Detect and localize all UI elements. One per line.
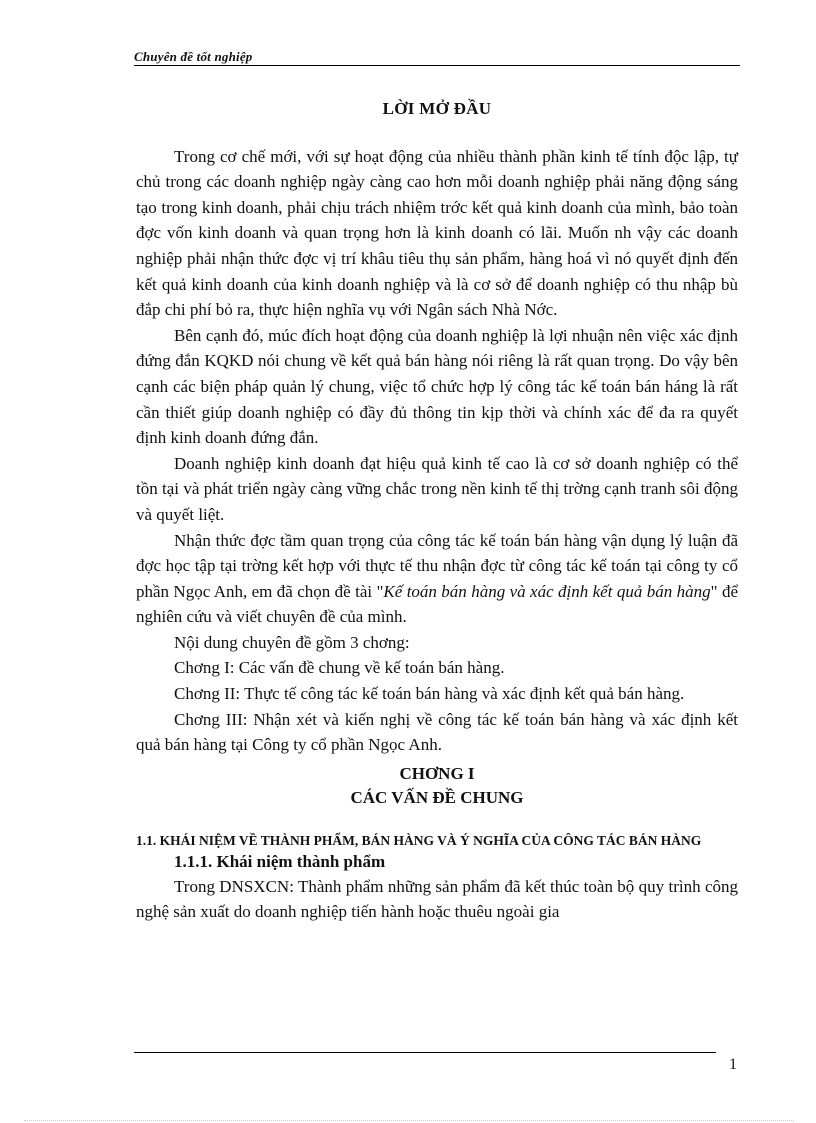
subsection-paragraph: Trong DNSXCN: Thành phẩm những sản phẩm đã kết thúc toàn bộ quy trình công nghệ sản xuất do doanh nghiệp tiến hành hoặc thuêu ngoài gia <box>136 876 738 922</box>
thesis-text-after: " để nghiên cứu và viết chuyên đề của mình. <box>136 581 738 627</box>
paragraph-purpose: Bên cạnh đó, múc đích hoạt động của doanh nghiệp là lợi nhuận nên việc xác định đứng đắn KQKD nói chung về kết quả bán hàng nói riêng là rất quan trọng. Do vậy bên cạnh các biện pháp quản lý chung, việc tổ chức hợp lý công tác kế toán bán háng là rất cần thiết giúp doanh nghiệp có đầy đủ thông tin kịp thời và chính xác để đa ra quyết định kinh doanh đứng đắn. <box>136 325 738 448</box>
chapter-label: CHƠNG I <box>399 763 475 783</box>
section-heading: 1.1. KHÁI NIỆM VỀ THÀNH PHẨM, BÁN HÀNG VÀ Ý NGHĨA CỦA CÔNG TÁC BÁN HÀNG <box>136 832 702 848</box>
outline-item-chapter-2: Chơng II: Thực tế công tác kế toán bán hàng và xác định kết quả bán hàng. <box>174 684 685 704</box>
page-content <box>136 96 738 925</box>
thesis-text-before: Nhận thức đợc tầm quan trọng của công tác kế toán bán hàng vận dụng lý luận đã đợc học tập tại trờng kết hợp với thực tế thu nhận đợc từ công tác kế toán tại công ty cổ phần Ngọc Anh, em đã chọn đề tài " <box>136 530 738 601</box>
subsection-heading: 1.1.1. Khái niệm thành phẩm <box>174 851 386 871</box>
outline-item-chapter-3: Chơng III: Nhận xét và kiến nghị về công tác kế toán bán hàng và xác định kết quả bán hàng tại Công ty cổ phần Ngọc Anh. <box>136 709 738 755</box>
running-header: Chuyên đề tốt nghiệp <box>134 49 253 64</box>
page-edge-divider <box>24 1120 794 1121</box>
outline-intro: Nội dung chuyên đề gồm 3 chơng: <box>174 632 410 652</box>
paragraph-intro: Trong cơ chế mới, với sự hoạt động của nhiều thành phần kinh tế tính độc lập, tự chủ trong các doanh nghiệp ngày càng cao hơn mỗi doanh nghiệp phải năng động sáng tạo trong kinh doanh, phải chịu trách nhiệm trớc kết quả kinh doanh của mình, bảo toàn đợc vốn kinh doanh và quan trọng hơn là kinh doanh có lãi. Muốn nh vậy các doanh nghiệp phải nhận thức đợc vị trí khâu tiêu thụ sản phẩm, hàng hoá vì nó quyết định đến kết quả kinh doanh của kinh doanh nghiệp và là cơ sở để doanh nghiệp có thu nhập bù đắp chi phí bỏ ra, thực hiện nghĩa vụ với Ngân sách Nhà Nớc. <box>136 146 738 320</box>
footer-rule <box>134 1052 716 1053</box>
outline-item-chapter-1: Chơng I: Các vấn đề chung về kế toán bán hàng. <box>174 658 505 678</box>
paragraph-efficiency: Doanh nghiệp kinh doanh đạt hiệu quả kinh tế cao là cơ sở doanh nghiệp có thể tồn tại và phát triển ngày càng vững chắc trong nền kinh tế thị trờng cạnh tranh sôi động và quyết liệt. <box>136 453 738 524</box>
page-number: 1 <box>729 1056 737 1073</box>
header-rule <box>134 65 740 66</box>
chapter-title: CÁC VẤN ĐỀ CHUNG <box>350 787 524 807</box>
paragraph-thesis <box>136 528 738 630</box>
thesis-topic: Kế toán bán hàng và xác định kết quả bán hàng <box>383 581 711 601</box>
page-title: LỜI MỞ ĐẦU <box>382 99 492 118</box>
